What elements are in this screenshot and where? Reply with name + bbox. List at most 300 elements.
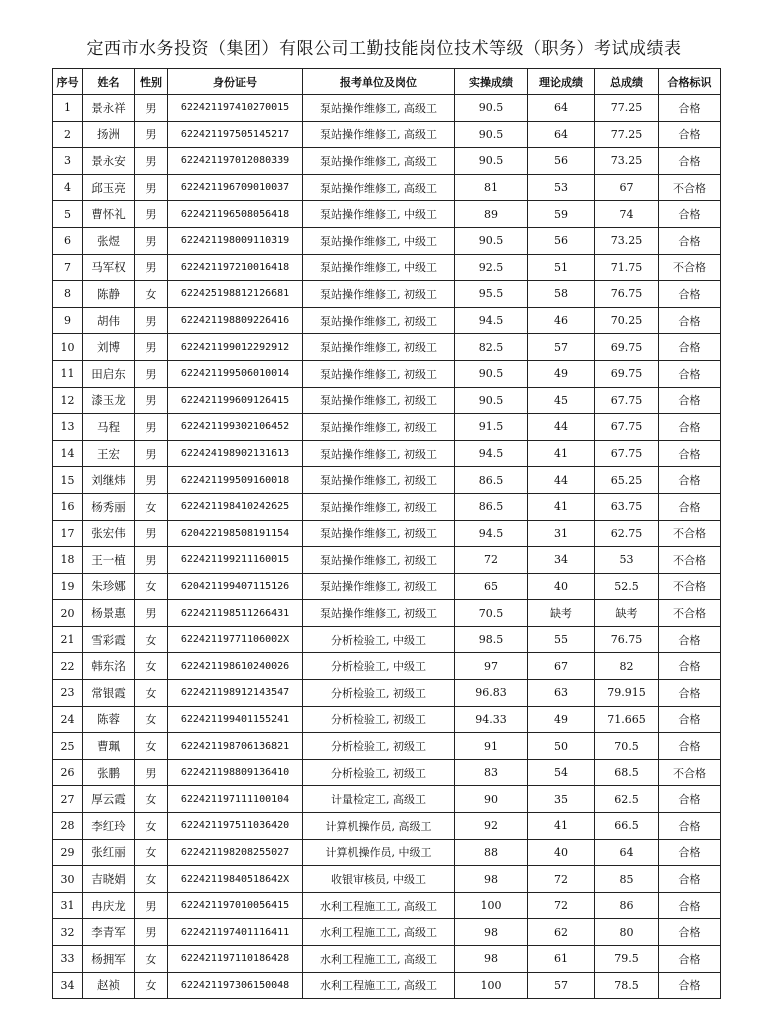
- cell-no: 28: [53, 813, 83, 840]
- cell-practical-score: 94.5: [455, 520, 528, 547]
- cell-total-score: 65.25: [595, 467, 659, 494]
- cell-gender: 男: [135, 414, 168, 441]
- cell-practical-score: 94.5: [455, 307, 528, 334]
- cell-gender: 男: [135, 919, 168, 946]
- cell-pass-status: 合格: [659, 786, 721, 813]
- cell-practical-score: 70.5: [455, 600, 528, 627]
- cell-unit-position: 水利工程施工工, 高级工: [303, 972, 455, 999]
- cell-gender: 男: [135, 547, 168, 574]
- table-row: [53, 946, 721, 973]
- cell-theory-score: 62: [528, 919, 595, 946]
- cell-theory-score: 64: [528, 121, 595, 148]
- cell-practical-score: 97: [455, 653, 528, 680]
- cell-pass-status: 合格: [659, 972, 721, 999]
- cell-unit-position: 泵站操作维修工, 中级工: [303, 254, 455, 281]
- cell-theory-score: 41: [528, 813, 595, 840]
- table-row: [53, 334, 721, 361]
- cell-practical-score: 72: [455, 547, 528, 574]
- cell-theory-score: 59: [528, 201, 595, 228]
- cell-name: 李青军: [83, 919, 135, 946]
- cell-no: 32: [53, 919, 83, 946]
- cell-name: 张煜: [83, 227, 135, 254]
- cell-total-score: 64: [595, 839, 659, 866]
- cell-unit-position: 泵站操作维修工, 初级工: [303, 334, 455, 361]
- cell-total-score: 80: [595, 919, 659, 946]
- table-row: [53, 414, 721, 441]
- cell-no: 16: [53, 493, 83, 520]
- table-row: [53, 387, 721, 414]
- cell-unit-position: 泵站操作维修工, 初级工: [303, 467, 455, 494]
- cell-no: 11: [53, 360, 83, 387]
- cell-no: 14: [53, 440, 83, 467]
- cell-unit-position: 计算机操作员, 中级工: [303, 839, 455, 866]
- cell-name: 雪彩霞: [83, 626, 135, 653]
- cell-total-score: 76.75: [595, 281, 659, 308]
- cell-gender: 男: [135, 95, 168, 122]
- cell-id-number: 622421197401116411: [168, 919, 303, 946]
- cell-gender: 男: [135, 254, 168, 281]
- cell-unit-position: 水利工程施工工, 高级工: [303, 946, 455, 973]
- cell-name: 曹怀礼: [83, 201, 135, 228]
- cell-gender: 女: [135, 626, 168, 653]
- cell-theory-score: 55: [528, 626, 595, 653]
- cell-gender: 男: [135, 360, 168, 387]
- cell-id-number: 622421197511036420: [168, 813, 303, 840]
- cell-theory-score: 缺考: [528, 600, 595, 627]
- cell-gender: 男: [135, 600, 168, 627]
- cell-theory-score: 44: [528, 414, 595, 441]
- cell-no: 34: [53, 972, 83, 999]
- cell-total-score: 73.25: [595, 148, 659, 175]
- cell-unit-position: 泵站操作维修工, 中级工: [303, 201, 455, 228]
- cell-pass-status: 合格: [659, 201, 721, 228]
- cell-gender: 女: [135, 493, 168, 520]
- cell-gender: 男: [135, 467, 168, 494]
- cell-gender: 女: [135, 813, 168, 840]
- cell-name: 王宏: [83, 440, 135, 467]
- cell-unit-position: 泵站操作维修工, 初级工: [303, 387, 455, 414]
- cell-unit-position: 泵站操作维修工, 初级工: [303, 547, 455, 574]
- cell-unit-position: 泵站操作维修工, 高级工: [303, 174, 455, 201]
- cell-total-score: 66.5: [595, 813, 659, 840]
- cell-id-number: 62242119771106002X: [168, 626, 303, 653]
- cell-gender: 女: [135, 281, 168, 308]
- cell-no: 25: [53, 733, 83, 760]
- cell-name: 邱玉亮: [83, 174, 135, 201]
- cell-theory-score: 46: [528, 307, 595, 334]
- cell-pass-status: 合格: [659, 95, 721, 122]
- table-row: [53, 520, 721, 547]
- header-id: 身份证号: [168, 69, 303, 95]
- cell-pass-status: 不合格: [659, 520, 721, 547]
- table-row: [53, 467, 721, 494]
- cell-name: 赵祯: [83, 972, 135, 999]
- cell-practical-score: 89: [455, 201, 528, 228]
- cell-id-number: 622421198410242625: [168, 493, 303, 520]
- table-row: [53, 786, 721, 813]
- cell-theory-score: 57: [528, 334, 595, 361]
- cell-total-score: 62.5: [595, 786, 659, 813]
- cell-gender: 女: [135, 866, 168, 893]
- header-no: 序号: [53, 69, 83, 95]
- cell-id-number: 622421197010056415: [168, 892, 303, 919]
- cell-theory-score: 40: [528, 839, 595, 866]
- cell-no: 21: [53, 626, 83, 653]
- cell-no: 26: [53, 759, 83, 786]
- cell-id-number: 622421198208255027: [168, 839, 303, 866]
- cell-unit-position: 分析检验工, 初级工: [303, 733, 455, 760]
- table-row: [53, 573, 721, 600]
- cell-pass-status: 合格: [659, 387, 721, 414]
- cell-total-score: 82: [595, 653, 659, 680]
- cell-gender: 男: [135, 307, 168, 334]
- cell-name: 张红丽: [83, 839, 135, 866]
- table-row: [53, 706, 721, 733]
- cell-pass-status: 不合格: [659, 759, 721, 786]
- table-header-row: [53, 69, 721, 95]
- cell-total-score: 86: [595, 892, 659, 919]
- cell-gender: 男: [135, 387, 168, 414]
- cell-gender: 女: [135, 786, 168, 813]
- table-row: [53, 653, 721, 680]
- cell-practical-score: 83: [455, 759, 528, 786]
- cell-pass-status: 合格: [659, 892, 721, 919]
- table-row: [53, 733, 721, 760]
- cell-name: 曹珮: [83, 733, 135, 760]
- cell-unit-position: 泵站操作维修工, 中级工: [303, 227, 455, 254]
- cell-unit-position: 泵站操作维修工, 初级工: [303, 520, 455, 547]
- cell-id-number: 622421198912143547: [168, 680, 303, 707]
- cell-id-number: 622421197410270015: [168, 95, 303, 122]
- cell-unit-position: 分析检验工, 初级工: [303, 759, 455, 786]
- cell-unit-position: 分析检验工, 初级工: [303, 706, 455, 733]
- header-total: 总成绩: [595, 69, 659, 95]
- cell-practical-score: 88: [455, 839, 528, 866]
- cell-id-number: 622421197012080339: [168, 148, 303, 175]
- cell-pass-status: 合格: [659, 440, 721, 467]
- cell-pass-status: 合格: [659, 653, 721, 680]
- table-row: [53, 600, 721, 627]
- cell-id-number: 622421199012292912: [168, 334, 303, 361]
- table-row: [53, 227, 721, 254]
- cell-practical-score: 98: [455, 946, 528, 973]
- cell-no: 17: [53, 520, 83, 547]
- cell-no: 9: [53, 307, 83, 334]
- cell-no: 30: [53, 866, 83, 893]
- cell-total-score: 69.75: [595, 360, 659, 387]
- cell-total-score: 缺考: [595, 600, 659, 627]
- cell-theory-score: 51: [528, 254, 595, 281]
- cell-no: 22: [53, 653, 83, 680]
- cell-pass-status: 合格: [659, 680, 721, 707]
- cell-no: 24: [53, 706, 83, 733]
- cell-gender: 女: [135, 706, 168, 733]
- cell-gender: 男: [135, 201, 168, 228]
- cell-name: 田启东: [83, 360, 135, 387]
- cell-id-number: 620422198508191154: [168, 520, 303, 547]
- cell-pass-status: 不合格: [659, 573, 721, 600]
- header-unit: 报考单位及岗位: [303, 69, 455, 95]
- cell-id-number: 622421199609126415: [168, 387, 303, 414]
- cell-no: 5: [53, 201, 83, 228]
- table-body: [53, 95, 721, 999]
- cell-total-score: 79.5: [595, 946, 659, 973]
- cell-gender: 女: [135, 972, 168, 999]
- cell-pass-status: 合格: [659, 919, 721, 946]
- cell-total-score: 85: [595, 866, 659, 893]
- cell-theory-score: 45: [528, 387, 595, 414]
- cell-practical-score: 92: [455, 813, 528, 840]
- cell-id-number: 622421197110186428: [168, 946, 303, 973]
- cell-practical-score: 94.33: [455, 706, 528, 733]
- table-row: [53, 919, 721, 946]
- cell-practical-score: 100: [455, 972, 528, 999]
- table-row: [53, 892, 721, 919]
- cell-id-number: 622421198610240026: [168, 653, 303, 680]
- cell-unit-position: 水利工程施工工, 高级工: [303, 892, 455, 919]
- cell-name: 刘博: [83, 334, 135, 361]
- cell-name: 厚云霞: [83, 786, 135, 813]
- cell-gender: 男: [135, 334, 168, 361]
- cell-id-number: 622421197210016418: [168, 254, 303, 281]
- cell-no: 33: [53, 946, 83, 973]
- cell-theory-score: 31: [528, 520, 595, 547]
- table-row: [53, 254, 721, 281]
- cell-name: 漆玉龙: [83, 387, 135, 414]
- cell-practical-score: 86.5: [455, 493, 528, 520]
- cell-theory-score: 49: [528, 706, 595, 733]
- cell-unit-position: 泵站操作维修工, 初级工: [303, 281, 455, 308]
- cell-id-number: 622421199401155241: [168, 706, 303, 733]
- cell-pass-status: 合格: [659, 121, 721, 148]
- cell-gender: 男: [135, 148, 168, 175]
- cell-pass-status: 不合格: [659, 547, 721, 574]
- cell-theory-score: 53: [528, 174, 595, 201]
- cell-theory-score: 72: [528, 892, 595, 919]
- cell-name: 杨拥军: [83, 946, 135, 973]
- results-table: [52, 68, 721, 999]
- cell-total-score: 70.5: [595, 733, 659, 760]
- cell-name: 杨秀丽: [83, 493, 135, 520]
- cell-name: 陈蓉: [83, 706, 135, 733]
- cell-gender: 男: [135, 121, 168, 148]
- cell-total-score: 68.5: [595, 759, 659, 786]
- cell-unit-position: 泵站操作维修工, 高级工: [303, 95, 455, 122]
- cell-practical-score: 90.5: [455, 121, 528, 148]
- cell-name: 景永祥: [83, 95, 135, 122]
- cell-pass-status: 合格: [659, 866, 721, 893]
- cell-unit-position: 计量检定工, 高级工: [303, 786, 455, 813]
- cell-id-number: 62242119840518642X: [168, 866, 303, 893]
- table-row: [53, 281, 721, 308]
- cell-unit-position: 泵站操作维修工, 初级工: [303, 493, 455, 520]
- cell-id-number: 622421198809136410: [168, 759, 303, 786]
- cell-unit-position: 收银审核员, 中级工: [303, 866, 455, 893]
- header-practical: 实操成绩: [455, 69, 528, 95]
- cell-total-score: 73.25: [595, 227, 659, 254]
- cell-theory-score: 67: [528, 653, 595, 680]
- table-row: [53, 839, 721, 866]
- cell-gender: 男: [135, 440, 168, 467]
- cell-theory-score: 58: [528, 281, 595, 308]
- cell-no: 8: [53, 281, 83, 308]
- cell-practical-score: 90.5: [455, 387, 528, 414]
- table-row: [53, 759, 721, 786]
- cell-pass-status: 不合格: [659, 174, 721, 201]
- cell-unit-position: 计算机操作员, 高级工: [303, 813, 455, 840]
- cell-unit-position: 泵站操作维修工, 高级工: [303, 121, 455, 148]
- cell-total-score: 52.5: [595, 573, 659, 600]
- cell-theory-score: 34: [528, 547, 595, 574]
- cell-theory-score: 64: [528, 95, 595, 122]
- cell-name: 吉晓娟: [83, 866, 135, 893]
- cell-total-score: 53: [595, 547, 659, 574]
- cell-total-score: 70.25: [595, 307, 659, 334]
- cell-practical-score: 65: [455, 573, 528, 600]
- cell-theory-score: 56: [528, 227, 595, 254]
- cell-unit-position: 水利工程施工工, 高级工: [303, 919, 455, 946]
- cell-no: 23: [53, 680, 83, 707]
- cell-theory-score: 35: [528, 786, 595, 813]
- table-row: [53, 547, 721, 574]
- cell-name: 扬洲: [83, 121, 135, 148]
- cell-id-number: 622421198706136821: [168, 733, 303, 760]
- header-gender: 性别: [135, 69, 168, 95]
- cell-total-score: 77.25: [595, 121, 659, 148]
- cell-pass-status: 合格: [659, 813, 721, 840]
- cell-theory-score: 49: [528, 360, 595, 387]
- cell-practical-score: 90.5: [455, 148, 528, 175]
- cell-id-number: 622421199211160015: [168, 547, 303, 574]
- cell-theory-score: 63: [528, 680, 595, 707]
- table-row: [53, 148, 721, 175]
- cell-total-score: 71.75: [595, 254, 659, 281]
- cell-name: 马程: [83, 414, 135, 441]
- header-theory: 理论成绩: [528, 69, 595, 95]
- cell-id-number: 622421197306150048: [168, 972, 303, 999]
- table-row: [53, 174, 721, 201]
- cell-gender: 男: [135, 520, 168, 547]
- cell-pass-status: 合格: [659, 946, 721, 973]
- cell-pass-status: 合格: [659, 733, 721, 760]
- table-row: [53, 972, 721, 999]
- cell-name: 张宏伟: [83, 520, 135, 547]
- cell-theory-score: 50: [528, 733, 595, 760]
- cell-practical-score: 98.5: [455, 626, 528, 653]
- cell-id-number: 622421198511266431: [168, 600, 303, 627]
- cell-no: 20: [53, 600, 83, 627]
- cell-gender: 女: [135, 946, 168, 973]
- cell-id-number: 620421199407115126: [168, 573, 303, 600]
- cell-practical-score: 100: [455, 892, 528, 919]
- cell-id-number: 622421199506010014: [168, 360, 303, 387]
- cell-gender: 女: [135, 653, 168, 680]
- cell-name: 景永安: [83, 148, 135, 175]
- cell-no: 31: [53, 892, 83, 919]
- cell-practical-score: 90: [455, 786, 528, 813]
- cell-gender: 男: [135, 892, 168, 919]
- cell-id-number: 622421196709010037: [168, 174, 303, 201]
- cell-theory-score: 54: [528, 759, 595, 786]
- cell-no: 10: [53, 334, 83, 361]
- table-row: [53, 360, 721, 387]
- cell-name: 陈静: [83, 281, 135, 308]
- cell-name: 王一植: [83, 547, 135, 574]
- cell-practical-score: 96.83: [455, 680, 528, 707]
- cell-id-number: 622421197111100104: [168, 786, 303, 813]
- cell-theory-score: 41: [528, 493, 595, 520]
- cell-gender: 女: [135, 573, 168, 600]
- cell-pass-status: 不合格: [659, 600, 721, 627]
- cell-id-number: 622425198812126681: [168, 281, 303, 308]
- cell-total-score: 67.75: [595, 387, 659, 414]
- cell-unit-position: 泵站操作维修工, 初级工: [303, 573, 455, 600]
- cell-pass-status: 合格: [659, 626, 721, 653]
- cell-total-score: 67.75: [595, 414, 659, 441]
- table-row: [53, 440, 721, 467]
- cell-name: 马军权: [83, 254, 135, 281]
- cell-practical-score: 94.5: [455, 440, 528, 467]
- cell-id-number: 622421199302106452: [168, 414, 303, 441]
- cell-pass-status: 合格: [659, 281, 721, 308]
- cell-unit-position: 泵站操作维修工, 初级工: [303, 600, 455, 627]
- cell-total-score: 77.25: [595, 95, 659, 122]
- table-row: [53, 680, 721, 707]
- cell-pass-status: 合格: [659, 414, 721, 441]
- cell-no: 15: [53, 467, 83, 494]
- table-row: [53, 307, 721, 334]
- cell-pass-status: 合格: [659, 706, 721, 733]
- cell-unit-position: 泵站操作维修工, 初级工: [303, 440, 455, 467]
- cell-unit-position: 泵站操作维修工, 初级工: [303, 414, 455, 441]
- cell-total-score: 69.75: [595, 334, 659, 361]
- cell-practical-score: 92.5: [455, 254, 528, 281]
- cell-id-number: 622421198809226416: [168, 307, 303, 334]
- cell-id-number: 622421196508056418: [168, 201, 303, 228]
- cell-pass-status: 不合格: [659, 254, 721, 281]
- cell-practical-score: 82.5: [455, 334, 528, 361]
- cell-no: 18: [53, 547, 83, 574]
- cell-no: 3: [53, 148, 83, 175]
- cell-pass-status: 合格: [659, 360, 721, 387]
- header-name: 姓名: [83, 69, 135, 95]
- cell-unit-position: 分析检验工, 初级工: [303, 680, 455, 707]
- cell-id-number: 622421199509160018: [168, 467, 303, 494]
- table-row: [53, 121, 721, 148]
- cell-gender: 男: [135, 759, 168, 786]
- cell-pass-status: 合格: [659, 148, 721, 175]
- cell-total-score: 62.75: [595, 520, 659, 547]
- cell-total-score: 79.915: [595, 680, 659, 707]
- cell-unit-position: 泵站操作维修工, 初级工: [303, 360, 455, 387]
- cell-pass-status: 合格: [659, 227, 721, 254]
- cell-practical-score: 90.5: [455, 227, 528, 254]
- cell-no: 1: [53, 95, 83, 122]
- table-row: [53, 866, 721, 893]
- cell-name: 杨景惠: [83, 600, 135, 627]
- cell-name: 张鹏: [83, 759, 135, 786]
- cell-no: 12: [53, 387, 83, 414]
- cell-total-score: 67: [595, 174, 659, 201]
- cell-total-score: 67.75: [595, 440, 659, 467]
- cell-total-score: 63.75: [595, 493, 659, 520]
- cell-id-number: 622424198902131613: [168, 440, 303, 467]
- cell-total-score: 74: [595, 201, 659, 228]
- cell-pass-status: 合格: [659, 493, 721, 520]
- cell-pass-status: 合格: [659, 307, 721, 334]
- cell-unit-position: 泵站操作维修工, 高级工: [303, 148, 455, 175]
- table-row: [53, 626, 721, 653]
